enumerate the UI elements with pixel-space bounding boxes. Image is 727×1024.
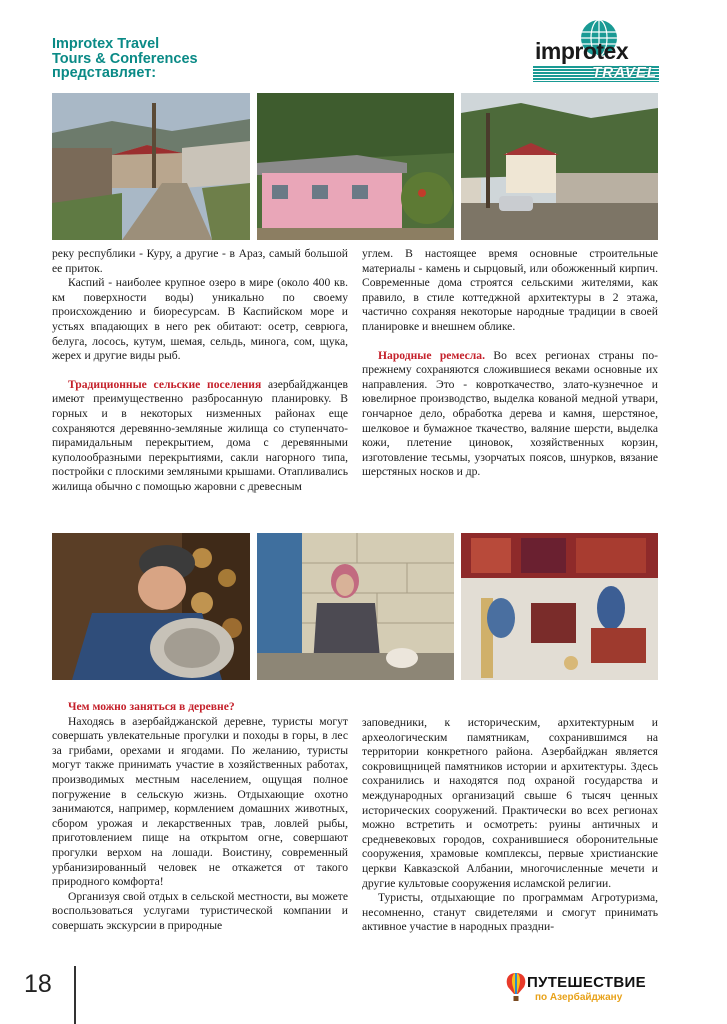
- logo-word-improtex: improtex: [535, 38, 629, 64]
- paragraph: Каспий - наиболее крупное озеро в мире (около 400 кв. км поверхности воды) уникально по своему происхождению и биоресурсам. В Каспийском море и устьях впадающих в него рек обитают: осетр, севрюга, белуга, лосось, кутум, шемая, сельдь, минога, сом, щука, жерех и другие виды рыб.: [52, 276, 348, 363]
- paragraph: углем. В настоящее время основные строительные материалы - камень и сырцовый, или обожженный кирпич. Современные дома строятся сельскими жителями, как правило, в стиле коттеджной архитектуры в 2 этажа, частично сохраняя некоторые народные традиции в своей планировке и внешнем облике.: [362, 247, 658, 333]
- magazine-logo: [505, 968, 665, 1008]
- improtex-travel-logo: [533, 18, 659, 84]
- section2-right-column: [362, 716, 658, 935]
- header-line-3: представляет:: [52, 65, 157, 81]
- settlements-text: азербайджанцев имеют преимущественно разбросанную планировку. В горных и в некоторых низменных районах еще сохраняются деревянно-земляные жилища со ступенчато-пирамидальным перекрытием, дома с деревянными куполообразными перекрытиями, сакли нагорного типа, постройки с плоскими земляными крышами. Отапливались жилища обычно с помощью жаровни с древесным: [52, 377, 348, 493]
- paragraph: Туристы, отдыхающие по программам Агротуризма, несомненно, станут свидетелями и смогут принимать активное участие в народных праздни-: [362, 891, 658, 934]
- carpet-weavers-photo: [461, 533, 658, 680]
- section1-left-column: [52, 247, 348, 495]
- logo-word-travel: TRAVEL: [592, 64, 657, 81]
- old-woman-knitting-photo: [257, 533, 454, 680]
- hot-air-balloon-icon: [505, 972, 527, 1002]
- header-line-2: Tours & Conferences: [52, 50, 198, 67]
- page-number: 18: [24, 970, 52, 998]
- page-number-divider: [74, 966, 76, 1024]
- paragraph: реку республики - Куру, а другие - в Араз, самый большой ее приток.: [52, 247, 348, 275]
- section1-right-column: [362, 247, 658, 480]
- village-street-photo: [52, 93, 250, 240]
- header-line-1: Improtex Travel: [52, 36, 160, 52]
- paragraph: [362, 349, 658, 480]
- magazine-subtitle: по Азербайджану: [535, 992, 623, 1003]
- crafts-text: Во всех регионах страны по-прежнему сохраняются сложившиеся веками основные их направления. Это - ковроткачество, злато-кузнечное и ювелирное производство, выделка кованой медной утвари, гончарное дело, обработка дерева и камня, шерстяное, шелковое и бумажное ткачество, валяние шерсти, выделка кожи, плетение циновок, хозяйственных корзин, изготовление тесьмы, узорчатых поясов, шнурков, вязание шерстяных носков и др.: [362, 348, 658, 479]
- paragraph: Находясь в азербайджанской деревне, туристы могут совершать увлекательные прогулки и походы в горы, в лес за грибами, орехами и ягодами. По желанию, туристы могут также принимать участие в хозяйственных работах, производимых местным населением, ощущая полное погружение в сельскую жизнь. Отдыхающие охотно занимаются, например, кормлением домашних животных, сбором урожая и лекарственных трав, ловлей рыбы, приготовлением пище на открытом огне, совершают прогулки верхом на лошади. Воистину, современный урбанизированный человек не откажется от такого природного комфорта!: [52, 714, 348, 889]
- publisher-header: [52, 37, 198, 81]
- section2-left-column: [52, 700, 348, 934]
- house-with-car-photo: [461, 93, 658, 240]
- pink-house-photo: [257, 93, 454, 240]
- settlements-lead: Традиционные сельские поселения: [68, 377, 262, 391]
- magazine-title: ПУТЕШЕСТВИЕ: [527, 974, 646, 991]
- paragraph: заповедники, к историческим, архитектурным и археологическим памятникам, сохранившимся на территории конкретного района. Азербайджан является сокровищницей памятников истории и архитектуры. Здесь сохранились и находятся под охраной государства и международных организаций свыше 6 тысяч ценных исторических сооружений. Практически во всех регионах можно встретить и осмотреть: руины античных и средневековых городов, сохранившиеся оборонительные сооружения, храмовые комплексы, первые христианские церкви Кавказской Албании, многочисленные мечети и другие культовые сооружения исламской религии.: [362, 716, 658, 890]
- paragraph: Организуя свой отдых в сельской местности, вы можете воспользоваться услугами туристической компании и совершать экскурсии в природные: [52, 889, 348, 932]
- metal-engraver-photo: [52, 533, 250, 680]
- paragraph: [52, 378, 348, 495]
- section2-heading: Чем можно заняться в деревне?: [68, 700, 235, 713]
- crafts-lead: Народные ремесла.: [378, 348, 485, 362]
